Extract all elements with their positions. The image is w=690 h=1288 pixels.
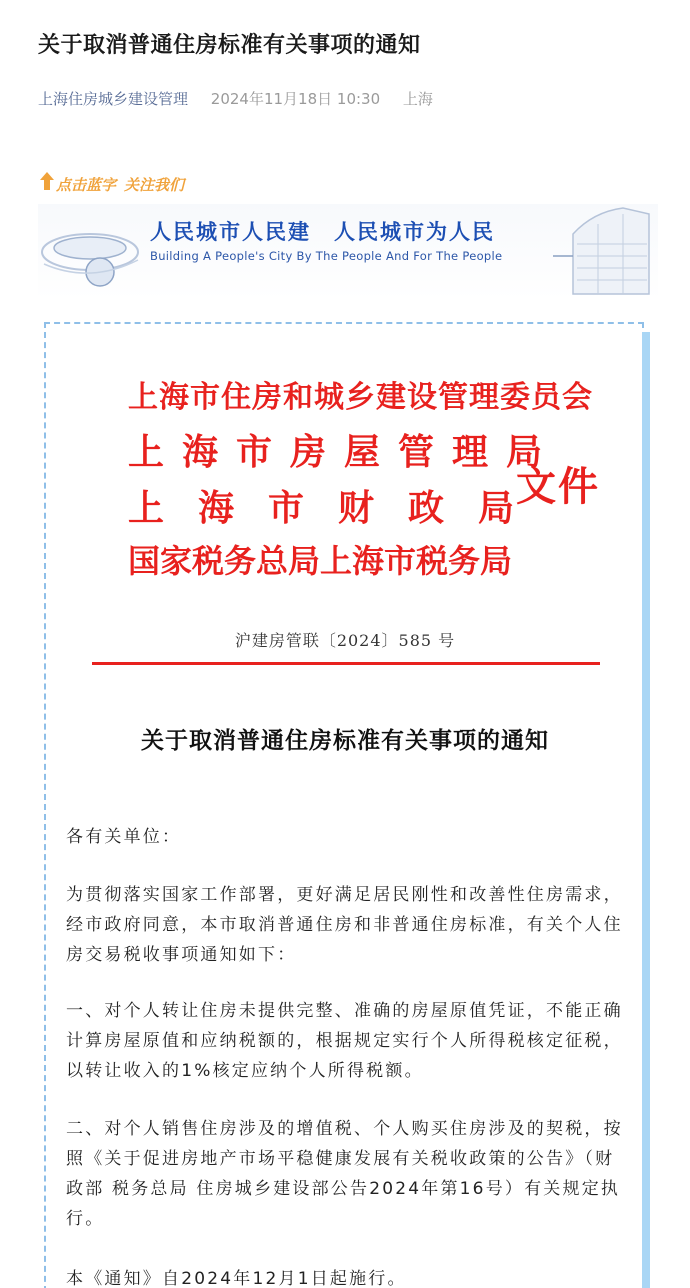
document-title: 关于取消普通住房标准有关事项的通知 (141, 727, 549, 754)
article-title: 关于取消普通住房标准有关事项的通知 (38, 33, 421, 58)
banner-slogan-en: Building A People's City By The People And For The People (150, 249, 503, 263)
city-building-illustration (553, 204, 658, 296)
paragraph-item-1: 一、对个人转让住房未提供完整、准确的房屋原值凭证，不能正确计算房屋原值和应纳税额的，根据规定实行个人所得税核定征税，以转让收入的1%核定应纳个人所得税额。 (66, 1001, 623, 1081)
arrow-up-icon (40, 172, 54, 194)
document-number: 沪建房管联〔2024〕585 号 (234, 631, 456, 650)
paragraph-item-2: 二、对个人销售住房涉及的增值税、个人购买住房涉及的契税，按照《关于促进房地产市场平稳健康发展有关税收政策的公告》（财政部 税务总局 住房城乡建设部公告2024年第16号）有关规定执行。 (66, 1119, 623, 1229)
document-side-bar (642, 332, 650, 1288)
document-type-label: 文件 (516, 463, 600, 510)
paragraph-effective: 本《通知》自2024年12月1日起施行。 (66, 1269, 407, 1288)
publish-time: 2024年11月18日 10:30 (210, 90, 381, 108)
account-name-link[interactable]: 上海住房城乡建设管理 (38, 90, 189, 108)
article-meta (38, 88, 433, 109)
follow-label-follow: 关注我们 (124, 176, 185, 194)
follow-prompt[interactable] (40, 172, 184, 195)
issuer-line-4: 国家税务总局上海市税务局 (128, 542, 513, 580)
publish-location: 上海 (402, 90, 433, 108)
issuer-line-1: 上海市住房和城乡建设管理委员会 (128, 380, 593, 415)
paragraph-intro: 为贯彻落实国家工作部署，更好满足居民刚性和改善性住房需求，经市政府同意，本市取消普通住房和非普通住房标准，有关个人住房交易税收事项通知如下： (66, 885, 623, 965)
header-banner (38, 204, 658, 300)
salutation: 各有关单位： (66, 827, 182, 847)
follow-label-click: 点击蓝字 (56, 176, 117, 194)
issuer-line-3: 上海市财政局 (128, 487, 549, 529)
banner-slogan: 人民城市人民建 人民城市为人民 (150, 220, 495, 244)
issuer-line-2: 上海市房屋管理局 (128, 431, 561, 473)
city-stadium-illustration (38, 212, 143, 292)
red-divider (92, 662, 600, 665)
